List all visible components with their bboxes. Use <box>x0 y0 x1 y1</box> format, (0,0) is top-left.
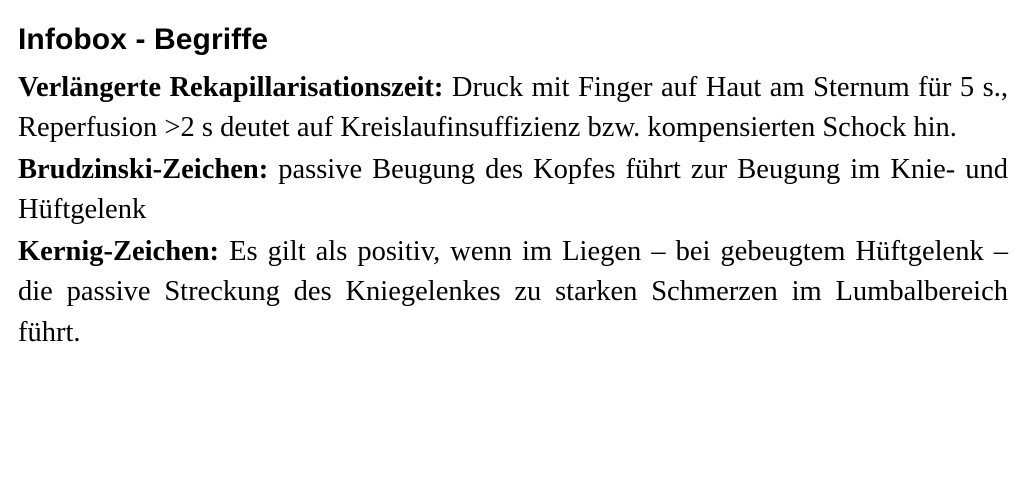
entry-description: Es gilt als positiv, wenn im Liegen – bei gebeugtem Hüftgelenk – die passive Streckung des Kniegelenkes zu starken Schmerzen im Lumbalbereich führt. <box>18 235 1008 348</box>
infobox-entry <box>18 150 1008 231</box>
infobox-entry <box>18 232 1008 353</box>
entry-description: Druck mit Finger auf Haut am Sternum für 5 s., Reperfusion >2 s deutet auf Kreislaufinsuffizienz bzw. kompensierten Schock hin. <box>18 72 1008 144</box>
entry-term: Brudzinski-Zeichen: <box>18 153 269 185</box>
entry-term: Verlängerte Rekapillarisationszeit: <box>18 72 444 103</box>
infobox-entry-list <box>18 68 1008 353</box>
entry-term: Kernig-Zeichen: <box>18 235 220 267</box>
infobox-title: Infobox - Begriffe <box>18 23 269 56</box>
entry-description: passive Beugung des Kopfes führt zur Beugung im Knie- und Hüftgelenk <box>18 153 1008 226</box>
infobox-entry <box>18 68 1008 149</box>
